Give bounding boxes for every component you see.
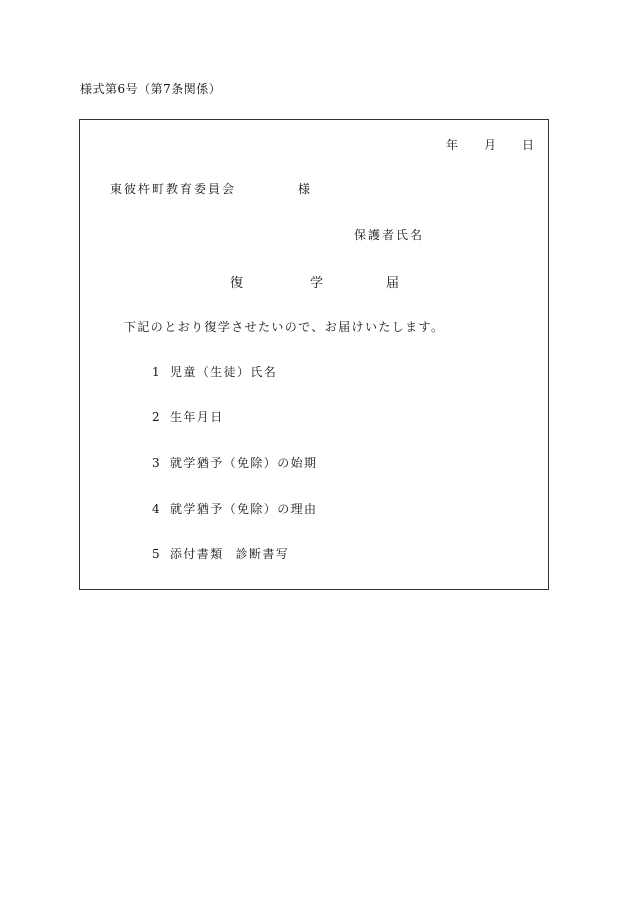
item-number: 5: [152, 547, 160, 561]
form-number-label: 様式第6号（第7条関係）: [80, 82, 222, 96]
item-label: 就学猶予（免除）の理由: [170, 502, 318, 516]
date-month-label: 月: [483, 138, 496, 152]
item-label: 生年月日: [170, 410, 224, 424]
addressee-honorific: 様: [298, 182, 313, 196]
guardian-name-label: 保護者氏名: [354, 228, 425, 242]
list-item: [152, 454, 317, 471]
title-char-1: 復: [230, 276, 244, 291]
form-frame: [79, 119, 549, 590]
addressee-name: 東彼杵町教育委員会: [110, 182, 237, 196]
list-item: [152, 500, 317, 517]
item-sub-label: 診断書写: [235, 547, 290, 561]
date-day-label: 日: [521, 138, 534, 152]
item-number: 1: [152, 365, 160, 379]
item-number: 4: [152, 502, 160, 516]
date-year-label: 年: [445, 138, 458, 152]
list-item: [152, 545, 289, 562]
item-number: 2: [152, 410, 160, 424]
addressee-line: [110, 180, 312, 197]
title-char-3: 届: [386, 276, 400, 291]
item-label: 添付書類: [170, 547, 224, 561]
list-item: [152, 363, 277, 380]
item-label: 就学猶予（免除）の始期: [170, 456, 318, 470]
item-label: 児童（生徒）氏名: [170, 365, 278, 379]
date-line: [446, 136, 534, 153]
intro-text: 下記のとおり復学させたいので、お届けいたします。: [124, 320, 445, 334]
item-number: 3: [152, 456, 160, 470]
title-char-2: 学: [310, 276, 324, 291]
document-title: [230, 272, 399, 291]
list-item: [152, 408, 224, 425]
